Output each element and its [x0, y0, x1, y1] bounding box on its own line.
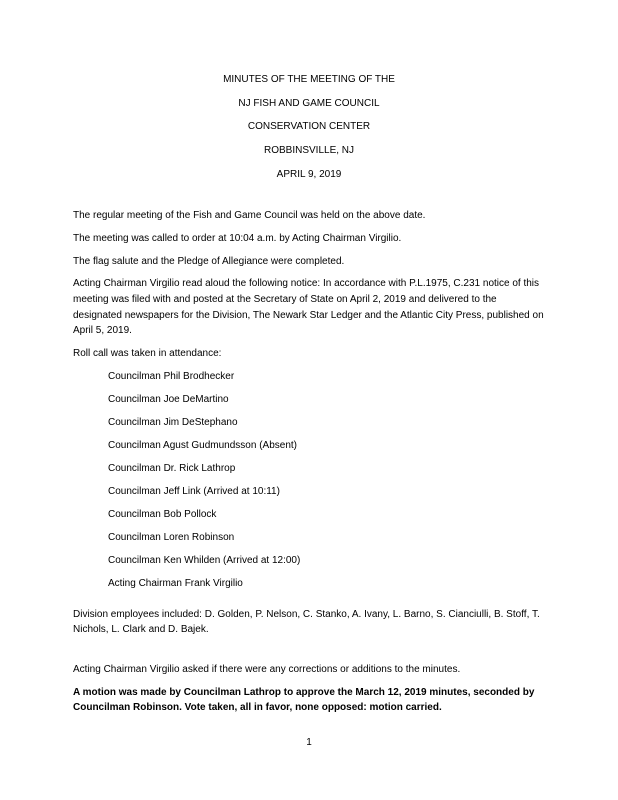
header-title-line: MINUTES OF THE MEETING OF THE [223, 74, 395, 85]
list-item: Councilman Phil Brodhecker [108, 370, 235, 382]
notice-paragraph: Acting Chairman Virgilio read aloud the following notice: In accordance with P.L.1975, C.231 notice of this meeting was filed with and posted at the Secretary of State on April 2, 2019 and delivered to the designated newspapers for the Division, The Newark Star Ledger and the Atlantic City Press, published on April 5, 2019. [73, 278, 544, 337]
meeting-held-paragraph: The regular meeting of the Fish and Game Council was held on the above date. [73, 210, 426, 221]
list-item: Councilman Ken Whilden (Arrived at 12:00) [108, 554, 301, 566]
corrections-paragraph: Acting Chairman Virgilio asked if there were any corrections or additions to the minutes. [73, 664, 461, 676]
page-number: 1 [306, 737, 312, 748]
list-item: Councilman Agust Gudmundsson (Absent) [108, 439, 297, 451]
list-item: Councilman Jeff Link (Arrived at 10:11) [108, 485, 280, 497]
header-date-line: APRIL 9, 2019 [276, 168, 342, 180]
division-employees-paragraph: Division employees included: D. Golden, P. Nelson, C. Stanko, A. Ivany, L. Barno, S. Cianciulli, B. Stoff, T. Nichols, L. Clark and D. Bajek. [73, 608, 540, 636]
list-item: Councilman Joe DeMartino [108, 393, 229, 405]
list-item: Councilman Bob Pollock [108, 508, 217, 520]
minutes-header [0, 72, 618, 190]
minutes-body [73, 208, 547, 723]
motion-paragraph: A motion was made by Councilman Lathrop to approve the March 12, 2019 minutes, seconded by Councilman Robinson. Vote taken, all in favor, none opposed: motion carried. [73, 686, 535, 714]
called-to-order-paragraph: The meeting was called to order at 10:04 a.m. by Acting Chairman Virgilio. [73, 232, 402, 244]
flag-salute-paragraph: The flag salute and the Pledge of Allegiance were completed. [73, 255, 345, 267]
roll-call-list [73, 369, 547, 599]
list-item: Councilman Loren Robinson [108, 531, 235, 543]
roll-call-intro: Roll call was taken in attendance: [73, 347, 222, 359]
header-location-line: ROBBINSVILLE, NJ [263, 145, 355, 157]
paragraph-spacer [73, 645, 547, 662]
header-council-line: NJ FISH AND GAME COUNCIL [238, 97, 380, 109]
list-item: Councilman Jim DeStephano [108, 416, 238, 428]
list-item: Councilman Dr. Rick Lathrop [108, 462, 236, 474]
header-venue-line: CONSERVATION CENTER [247, 121, 371, 133]
list-item: Acting Chairman Frank Virgilio [108, 577, 243, 589]
